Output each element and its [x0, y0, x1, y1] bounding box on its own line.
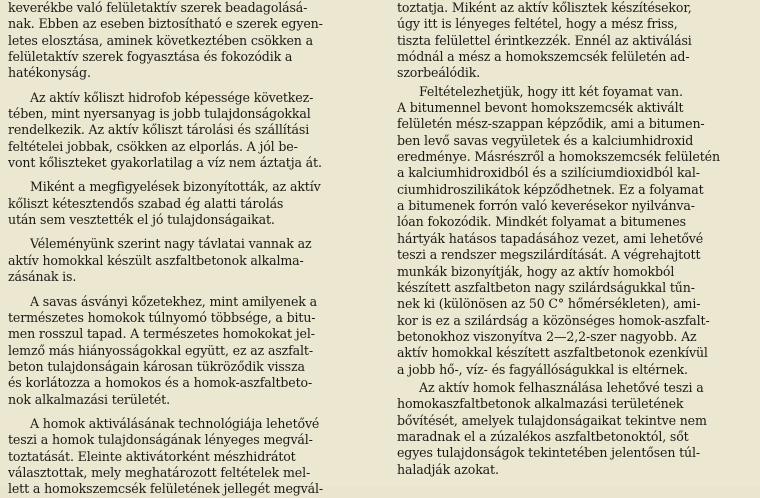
text-line: aktív homokkal készített aszfaltbetonok ezenkívül: [397, 345, 708, 361]
text-line: teszi a homok tulajdonságának lényeges megvál-: [8, 432, 313, 448]
text-line: eredménye. Másrészről a homokszemcsék felületén: [397, 149, 720, 165]
text-line: rendelkezik. Az aktív kőliszt tárolási és szállítási: [8, 122, 310, 138]
paragraph: [397, 0, 753, 82]
text-line: letes elosztása, aminek következtében csökken a: [8, 32, 313, 48]
text-line: A savas ásványi kőzetekhez, mint amilyenek a: [30, 293, 317, 309]
text-line: a bitumenek forrón való keverésekor nyilvánva-: [397, 198, 695, 214]
paragraph: [8, 236, 360, 285]
text-line: tében, mint nyersanyag is jobb tulajdonságokkal: [8, 106, 311, 122]
text-line: hártyák hatásos tapadásához vezet, ami lehetővé: [397, 230, 704, 246]
text-line: felületaktív szerek fogyasztása és fokozódik a: [8, 49, 293, 65]
text-line: feltételei jobbak, csökken az elporlás. A jól be-: [8, 138, 298, 154]
text-line: ciumhidroszilikátok képződhetnek. Ez a folyamat: [397, 181, 704, 197]
paragraph: [397, 380, 753, 478]
text-line: Az aktív kőliszt hidrofob képessége következ-: [30, 89, 314, 105]
text-line: aktív homokkal készült aszfaltbetonok alkalma-: [8, 252, 304, 268]
paragraph: [397, 84, 753, 378]
right-text-column: [397, 0, 753, 478]
text-line: módnál a mész a homokszemcsék felületén ad-: [397, 49, 690, 65]
text-line: betonokhoz viszonyítva 2—2,2-szer nagyobb. Az: [397, 328, 697, 344]
text-line: a kalciumhidroxidból és a szilíciumdioxidból kal-: [397, 165, 700, 181]
text-line: toztatását. Eleinte aktivátorként mészhidrátot: [8, 448, 296, 464]
text-line: toztatja. Miként az aktív kőlisztek készítésekor,: [397, 0, 692, 15]
paragraph: [8, 0, 360, 82]
text-line: egyes tulajdonságok tekintetében jelentősen túl-: [397, 445, 700, 461]
text-line: kor is ez a szilárdság a közönséges homok-aszfalt-: [397, 312, 710, 328]
text-line: teszi a rendszer megszilárdítását. A végrehajtott: [397, 247, 701, 263]
text-line: és korlátozza a homokos és a homok-aszfaltbeto-: [8, 375, 313, 391]
text-line: természetes homokok túlnyomó többsége, a bitu-: [8, 309, 316, 325]
text-line: felületén mész-szappan képződik, ami a bitumen-: [397, 116, 705, 132]
text-line: men rosszul tapad. A természetes homokokat jel-: [8, 326, 315, 342]
text-line: Az aktív homok felhasználása lehetővé teszi a: [419, 379, 704, 395]
text-line: Feltételezhetjük, hogy itt két foyamat van.: [419, 83, 683, 99]
text-line: keverékbe való felületaktív szerek beadagolásá-: [8, 0, 308, 15]
text-line: tiszta felülettel érintkezzék. Ennél az aktiválási: [397, 32, 692, 48]
text-line: nek ki (különösen az 50 C° hőmérsékleten), ami-: [397, 296, 701, 312]
text-line: szorbeálódik.: [397, 65, 481, 81]
text-line: nak. Ebben az eseben biztosítható e szerek egyen-: [8, 16, 323, 32]
text-line: A homok aktiválásának technológiája lehetővé: [30, 415, 320, 431]
text-line: lóan fokozódik. Mindkét folyamat a bitumenes: [397, 214, 686, 230]
text-line: Véleményünk szerint nagy távlatai vannak az: [30, 236, 312, 252]
text-line: haladják azokat.: [397, 461, 499, 477]
text-line: a jobb hő-, víz- és fagyállóságukkal is eltérnek.: [397, 361, 688, 377]
text-line: zásának is.: [8, 269, 77, 285]
paragraph: [8, 90, 360, 172]
paragraph: [8, 294, 360, 408]
left-text-column: [8, 0, 360, 498]
text-line: lett a homokszemcsék felületének jellegét megvál-: [8, 481, 323, 497]
text-line: bővítését, amelyek tulajdonságaikat tekintve nem: [397, 412, 707, 428]
text-line: vont kőliszteket gyakorlatilag a víz nem áztatja át.: [8, 155, 322, 171]
text-line: kőliszt kétesztendős szabad ég alatti tárolás: [8, 195, 284, 211]
text-line: hatékonyság.: [8, 65, 91, 81]
text-line: Miként a megfigyelések bizonyították, az aktív: [30, 179, 321, 195]
paragraph: [8, 416, 360, 498]
text-line: homokaszfaltbetonok alkalmazási területének: [397, 396, 684, 412]
text-line: beton tulajdonságain károsan tükröződik vissza: [8, 358, 305, 374]
text-line: úgy itt is lényeges feltétel, hogy a mész friss,: [397, 16, 678, 32]
text-line: maradnak el a zúzalékos aszfaltbetonoktól, sőt: [397, 428, 689, 444]
text-line: választottak, mely meghatározott feltételek mel-: [8, 464, 311, 480]
text-line: nok alkalmazási területét.: [8, 391, 170, 407]
text-line: készített aszfaltbeton nagy szilárdságukkal tűn-: [397, 279, 695, 295]
text-line: A bitumennel bevont homokszemcsék aktivált: [397, 100, 684, 116]
paragraph: [8, 179, 360, 228]
text-line: munkák bizonyítják, hogy az aktív homokból: [397, 263, 675, 279]
text-line: után sem vesztették el jó tulajdonságaikat.: [8, 212, 275, 228]
text-line: lemző más hiányosságokkal együtt, ez az aszfalt-: [8, 342, 313, 358]
text-line: ben levő savas vegyületek és a kalciumhidroxid: [397, 132, 694, 148]
